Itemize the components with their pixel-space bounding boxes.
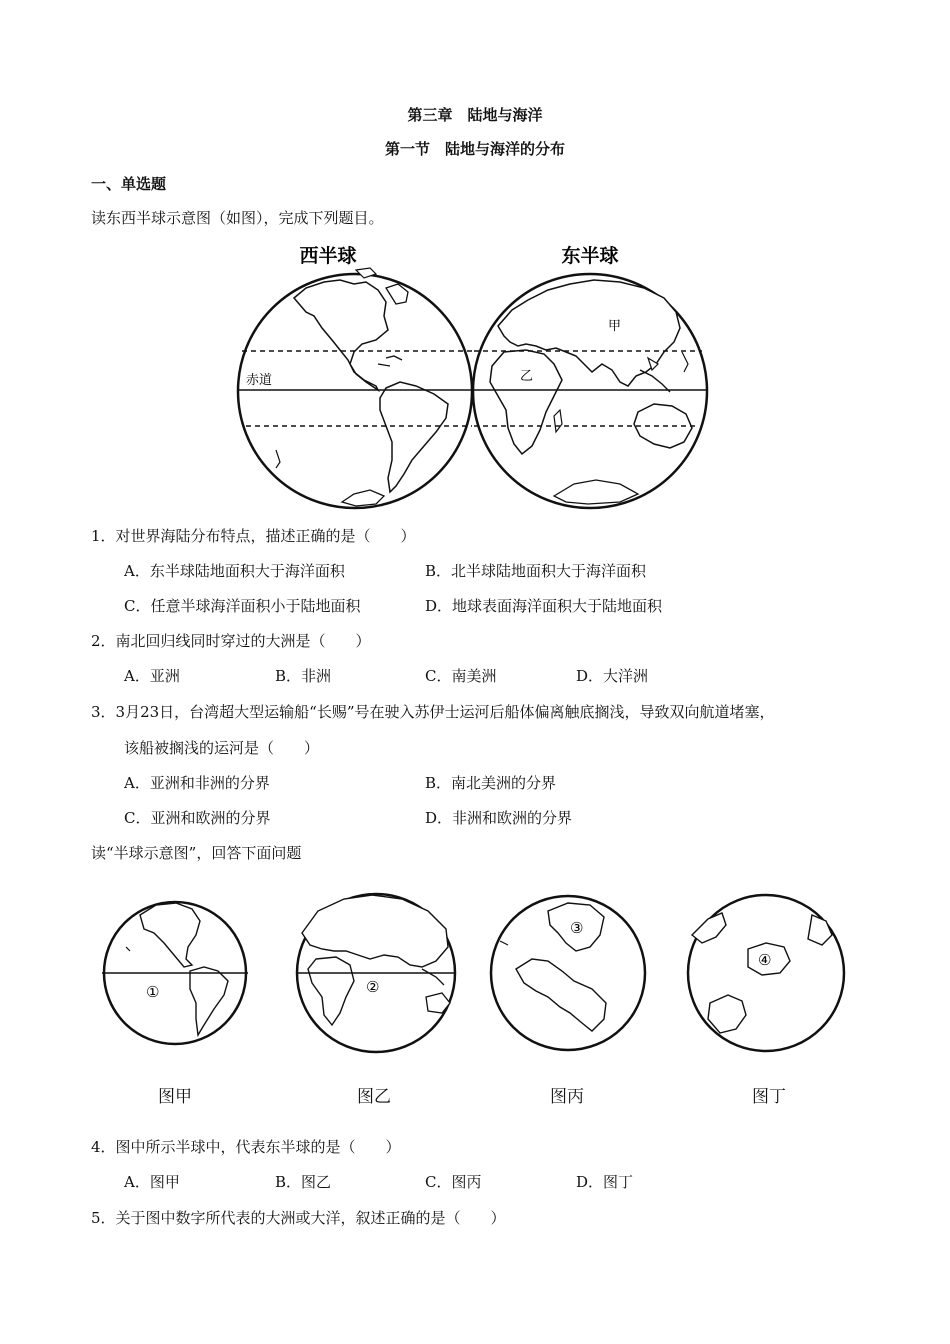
- part-heading: 一、单选题: [91, 175, 167, 193]
- caption-ding: 图丁: [752, 1087, 786, 1107]
- q4-option-a[interactable]: A．图甲: [124, 1173, 180, 1191]
- q2-option-b[interactable]: B．非洲: [275, 667, 332, 685]
- intro-text-1: 读东西半球示意图（如图），完成下列题目。: [91, 209, 384, 227]
- q2-option-a[interactable]: A．亚洲: [124, 667, 180, 685]
- four-hemispheres-figure: [96, 885, 858, 1065]
- q1-option-a[interactable]: A．东半球陆地面积大于海洋面积: [124, 562, 345, 580]
- q1-stem: 1．对世界海陆分布特点，描述正确的是（ ）: [91, 527, 416, 545]
- jia-label: 甲: [608, 319, 622, 334]
- section-title: 第一节 陆地与海洋的分布: [384, 140, 565, 158]
- q2-option-c[interactable]: C．南美洲: [425, 667, 497, 685]
- caption-yi: 图乙: [357, 1087, 391, 1107]
- hemisphere-yi: [296, 894, 456, 1052]
- hemispheres-figure: [236, 240, 712, 512]
- q1-option-c[interactable]: C．任意半球海洋面积小于陆地面积: [124, 597, 361, 615]
- east-hemisphere-label: 东半球: [561, 245, 619, 267]
- q1-option-b[interactable]: B．北半球陆地面积大于海洋面积: [425, 562, 647, 580]
- q5-stem: 5．关于图中数字所代表的大洲或大洋，叙述正确的是（ ）: [91, 1209, 506, 1227]
- yi-label: 乙: [520, 369, 534, 384]
- caption-bing: 图丙: [550, 1087, 584, 1107]
- q4-option-d[interactable]: D．图丁: [576, 1173, 634, 1191]
- q4-option-b[interactable]: B．图乙: [275, 1173, 332, 1191]
- q3-option-d[interactable]: D．非洲和欧洲的分界: [425, 809, 573, 827]
- q4-stem: 4．图中所示半球中，代表东半球的是（ ）: [91, 1138, 401, 1156]
- q4-option-c[interactable]: C．图丙: [425, 1173, 482, 1191]
- q3-option-c[interactable]: C．亚洲和欧洲的分界: [124, 809, 271, 827]
- caption-jia: 图甲: [158, 1087, 192, 1107]
- hemisphere-jia: [102, 902, 248, 1044]
- east-hemisphere-map: [473, 274, 707, 508]
- west-hemisphere-map: [238, 268, 472, 508]
- q3-stem-line2: 该船被搁浅的运河是（ ）: [124, 739, 320, 757]
- label-2: ②: [366, 978, 380, 996]
- label-3: ③: [570, 919, 584, 937]
- label-4: ④: [758, 951, 772, 969]
- q1-option-d[interactable]: D．地球表面海洋面积大于陆地面积: [425, 597, 663, 615]
- q2-option-d[interactable]: D．大洋洲: [576, 667, 649, 685]
- hemisphere-ding: [688, 895, 844, 1051]
- chapter-title: 第三章 陆地与海洋: [407, 106, 543, 124]
- intro-text-2: 读“半球示意图”，回答下面问题: [91, 844, 302, 862]
- label-1: ①: [146, 983, 160, 1001]
- q3-stem-line1: 3．3月23日，台湾超大型运输船“长赐”号在驶入苏伊士运河后船体偏离触底搁浅，导致双向航道堵塞，: [91, 703, 775, 721]
- q3-option-b[interactable]: B．南北美洲的分界: [425, 774, 557, 792]
- q2-stem: 2．南北回归线同时穿过的大洲是（ ）: [91, 632, 371, 650]
- q3-option-a[interactable]: A．亚洲和非洲的分界: [124, 774, 270, 792]
- hemisphere-bing: [491, 896, 645, 1050]
- west-hemisphere-label: 西半球: [299, 245, 357, 267]
- equator-label: 赤道: [246, 373, 273, 388]
